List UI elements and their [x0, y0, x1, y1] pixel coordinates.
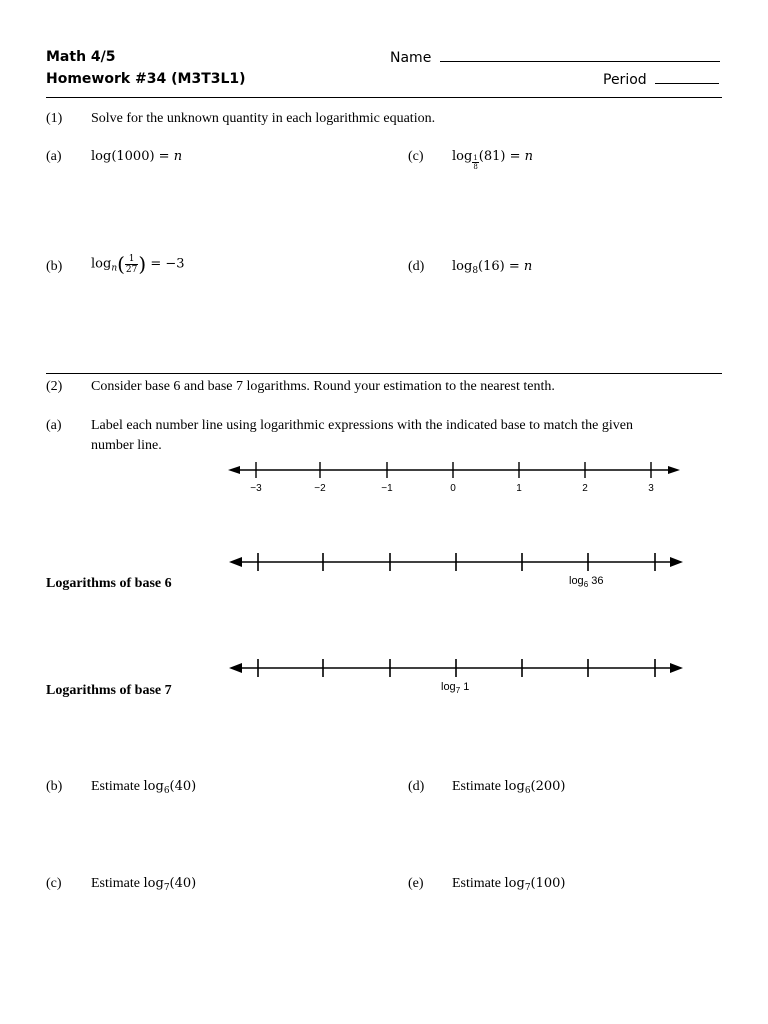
base7-number-line [229, 659, 683, 677]
q2e-label: (e) [408, 876, 424, 891]
q1-number: (1) [46, 111, 63, 126]
base6-label: Logarithms of base 6 [46, 576, 172, 591]
left-arrow [228, 466, 240, 474]
q1a-equation: log(1000) = n [91, 149, 183, 164]
ref-tick-label: 2 [582, 483, 588, 494]
ref-tick-label: −2 [314, 483, 326, 494]
base6-number-line [229, 553, 683, 571]
q1d-equation: $\log_8(16) = n$ [452, 259, 533, 276]
name-label: Name [390, 50, 432, 66]
right-arrow [670, 557, 683, 567]
homework-title: Homework #34 (M3T3L1) [46, 71, 246, 87]
q1a-label: (a) [46, 149, 62, 164]
ref-tick-label: 0 [450, 483, 456, 494]
q1-prompt: Solve for the unknown quantity in each logarithmic equation. [91, 111, 436, 126]
q1b-equation: $\log_n$( $\frac{1}{27}$ ) = −3 [91, 252, 185, 276]
left-arrow [229, 663, 242, 673]
ref-tick-label: −1 [381, 483, 393, 494]
ref-tick-label: 1 [516, 483, 522, 494]
q2a-instructions-line1: Label each number line using logarithmic expressions with the indicated base to match the given [91, 418, 633, 433]
q2e-estimate: Estimate $\log_7(100)$ [452, 876, 566, 893]
q2b-estimate: Estimate $\log_6(40)$ [91, 779, 197, 796]
q2a-label: (a) [46, 418, 62, 433]
q2d-estimate: Estimate $\log_6(200)$ [452, 779, 566, 796]
base7-given-label: $\log_7 1$ [441, 681, 470, 695]
q1c-equation: log $\frac{1}{8}$ (81) = n [452, 149, 534, 171]
ref-tick-label: 3 [648, 483, 654, 494]
course-title: Math 4/5 [46, 49, 116, 65]
q1d-label: (d) [408, 259, 425, 274]
ref-tick-label: −3 [250, 483, 262, 494]
right-arrow [668, 466, 680, 474]
q2b-label: (b) [46, 779, 63, 794]
left-arrow [229, 557, 242, 567]
q2-prompt: Consider base 6 and base 7 logarithms. Round your estimation to the nearest tenth. [91, 379, 555, 394]
q1b-label: (b) [46, 259, 63, 274]
base6-given-label: $\log_6 36$ [569, 575, 604, 589]
q1c-label: (c) [408, 149, 424, 164]
q2c-estimate: Estimate $\log_7(40)$ [91, 876, 197, 893]
q2a-instructions-line2: number line. [91, 438, 162, 453]
q2c-label: (c) [46, 876, 62, 891]
reference-number-line [228, 462, 680, 478]
right-arrow [670, 663, 683, 673]
base7-label: Logarithms of base 7 [46, 683, 172, 698]
q2-number: (2) [46, 379, 63, 394]
q2d-label: (d) [408, 779, 425, 794]
period-label: Period [603, 72, 647, 88]
